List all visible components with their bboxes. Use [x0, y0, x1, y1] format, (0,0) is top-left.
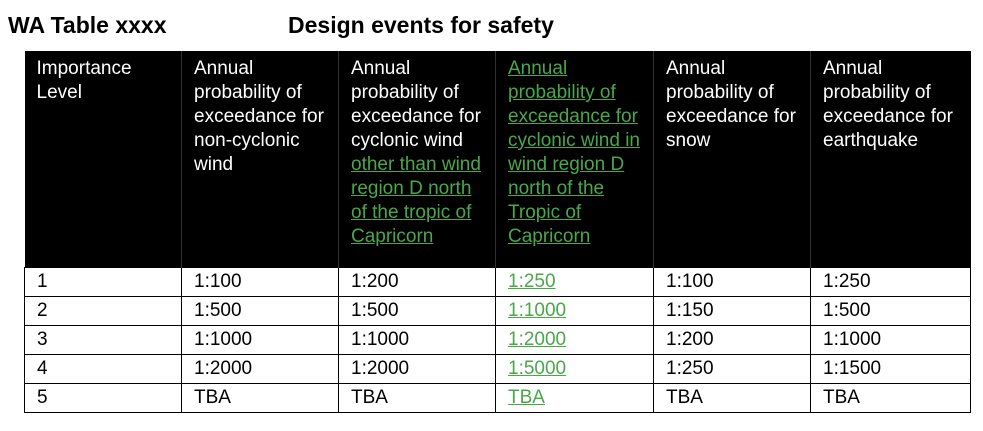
cell-earthquake: 1:250 — [811, 267, 971, 296]
header-importance-level: Importance Level — [25, 51, 182, 267]
inserted-text: Annual probability of exceedance for cyclonic wind in wind region D north of the Tropic of Capricorn — [508, 58, 640, 247]
cell-snow: 1:100 — [654, 267, 811, 296]
table-body — [25, 267, 971, 412]
cell-cyclonic-wind-region-d — [496, 296, 654, 325]
cell-importance-level: 5 — [25, 383, 182, 412]
cell-earthquake: 1:1500 — [811, 354, 971, 383]
table-id: WA Table xxxx — [8, 12, 167, 38]
inserted-text: 1:1000 — [508, 299, 567, 321]
cell-importance-level: 2 — [25, 296, 182, 325]
table-title: Design events for safety — [288, 12, 554, 38]
design-events-table — [24, 51, 971, 413]
cell-cyclonic-wind: 1:200 — [339, 267, 496, 296]
inserted-text: TBA — [508, 386, 545, 408]
cell-snow: 1:150 — [654, 296, 811, 325]
inserted-text: 1:2000 — [508, 328, 567, 350]
table-row — [25, 354, 971, 383]
inserted-text: 1:5000 — [508, 357, 567, 379]
inserted-text: 1:250 — [508, 270, 556, 292]
cell-snow: 1:200 — [654, 325, 811, 354]
cell-non-cyclonic-wind: 1:500 — [182, 296, 339, 325]
cell-earthquake: 1:1000 — [811, 325, 971, 354]
table-row — [25, 383, 971, 412]
header-cyclonic-wind — [339, 51, 496, 267]
table-row — [25, 296, 971, 325]
cell-cyclonic-wind-region-d — [496, 354, 654, 383]
cell-non-cyclonic-wind: 1:100 — [182, 267, 339, 296]
cell-importance-level: 4 — [25, 354, 182, 383]
cell-snow: TBA — [654, 383, 811, 412]
table-header — [25, 51, 971, 267]
cell-cyclonic-wind: TBA — [339, 383, 496, 412]
inserted-text: other than wind region D north of the tropic of Capricorn — [351, 154, 481, 247]
cell-importance-level: 1 — [25, 267, 182, 296]
header-cyclonic-wind-region-d — [496, 51, 654, 267]
table-row — [25, 325, 971, 354]
header-earthquake: Annual probability of exceedance for earthquake — [811, 51, 971, 267]
cell-cyclonic-wind: 1:1000 — [339, 325, 496, 354]
header-non-cyclonic-wind: Annual probability of exceedance for non-cyclonic wind — [182, 51, 339, 267]
cell-non-cyclonic-wind: 1:1000 — [182, 325, 339, 354]
cell-non-cyclonic-wind: 1:2000 — [182, 354, 339, 383]
cell-earthquake: TBA — [811, 383, 971, 412]
header-row — [25, 51, 971, 267]
cell-cyclonic-wind: 1:500 — [339, 296, 496, 325]
cell-snow: 1:250 — [654, 354, 811, 383]
cell-importance-level: 3 — [25, 325, 182, 354]
cell-non-cyclonic-wind: TBA — [182, 383, 339, 412]
cell-cyclonic-wind-region-d — [496, 325, 654, 354]
cell-cyclonic-wind: 1:2000 — [339, 354, 496, 383]
cell-cyclonic-wind-region-d — [496, 383, 654, 412]
cell-earthquake: 1:500 — [811, 296, 971, 325]
cell-cyclonic-wind-region-d — [496, 267, 654, 296]
header-snow: Annual probability of exceedance for snow — [654, 51, 811, 267]
header-cyclonic-wind-plain: Annual probability of exceedance for cyclonic wind — [351, 58, 481, 151]
table-row — [25, 267, 971, 296]
